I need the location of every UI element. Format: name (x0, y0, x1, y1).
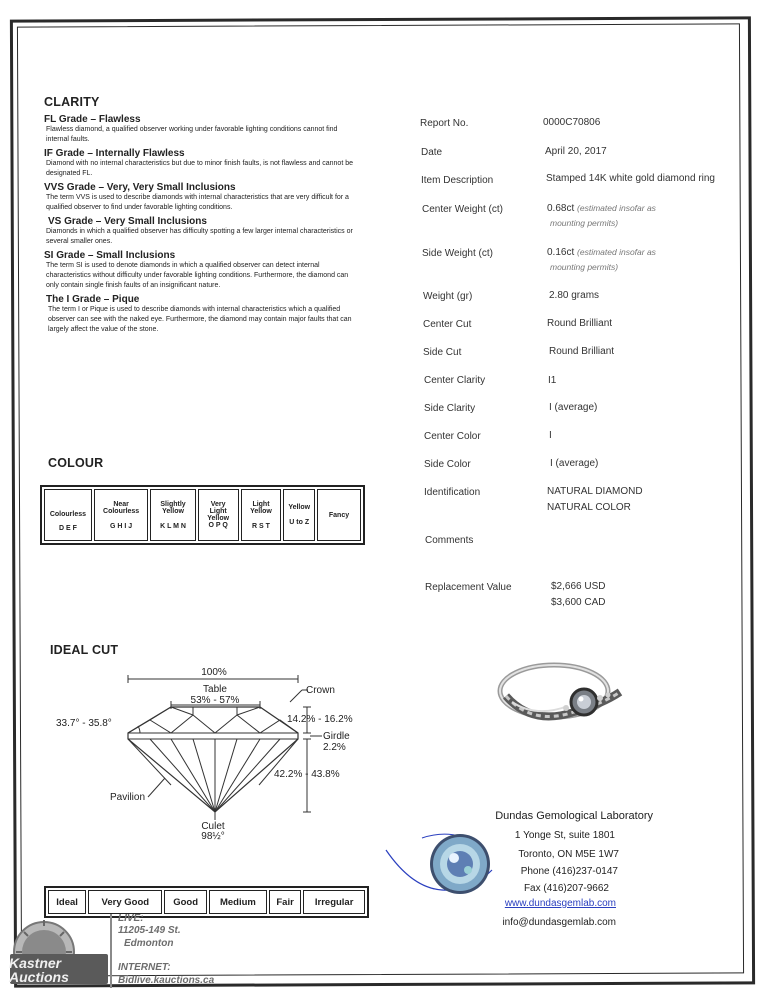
report-value: NATURAL DIAMOND (547, 486, 643, 497)
clarity-grade-if (44, 148, 364, 179)
label-culet: Culet (201, 821, 225, 832)
lab-email: info@dundasgemlab.com (502, 917, 616, 928)
report-value: Stamped 14K white gold diamond ring (546, 173, 715, 184)
report-value: April 20, 2017 (545, 146, 607, 157)
colour-cell-colourless (44, 489, 92, 541)
colour-cell-name: Fancy (328, 511, 350, 519)
report-label: Weight (gr) (423, 291, 473, 302)
report-value: Round Brilliant (547, 318, 613, 329)
report-label: Center Color (424, 431, 481, 442)
report-value: I (549, 430, 552, 441)
report-value: 0000C70806 (543, 117, 601, 128)
grade-desc: The term VVS is used to describe diamonds with internal characteristics that are very difficult for a qualified observer to find under favorable lighting conditions. (46, 194, 349, 211)
colour-cell-very-light-yellow (198, 489, 239, 541)
lab-name: Dundas Gemological Laboratory (495, 810, 653, 822)
report-label: Center Cut (423, 319, 472, 330)
report-label: Side Cut (423, 347, 462, 358)
cut-grade-cell: Fair (269, 890, 301, 914)
grade-title: The I Grade – Pique (46, 294, 140, 305)
clarity-grade-vs (44, 216, 364, 247)
cut-grade-cell: Irregular (303, 890, 365, 914)
colour-cell-slightly-yellow (150, 489, 195, 541)
colour-cell-name: Near Colourless (103, 500, 140, 515)
colour-cell-light-yellow (241, 489, 282, 541)
label-pavilion: Pavilion (110, 792, 146, 803)
lab-phone: Phone (416)237-0147 (520, 866, 618, 877)
watermark-internet-label: INTERNET: (118, 962, 171, 973)
lab-address2: Toronto, ON M5E 1W7 (518, 849, 619, 860)
colour-cell-name: Yellow (288, 504, 311, 511)
colour-cell-letters: K L M N (160, 522, 186, 530)
watermark-live-label: LIVE: (118, 913, 144, 924)
colour-scale-table (40, 485, 365, 545)
report-value: $3,600 CAD (551, 597, 606, 608)
colour-heading: COLOUR (48, 456, 104, 470)
grade-title: VVS Grade – Very, Very Small Inclusions (44, 182, 236, 193)
grade-desc: Flawless diamond, a qualified observer working under favorable lighting conditions cannot find internal faults. (46, 126, 338, 143)
colour-cell-letters: O P Q (208, 522, 228, 529)
colour-cell-letters: D E F (58, 524, 77, 532)
label-crown: Crown (306, 685, 335, 696)
diamond-proportions-diagram (40, 660, 380, 840)
report-value: 0.68ct (547, 203, 575, 214)
cut-grade-cell: Ideal (48, 890, 86, 914)
grade-title: FL Grade – Flawless (44, 114, 141, 125)
report-value: 0.16ct (547, 247, 575, 258)
report-value-group (547, 247, 656, 258)
label-girdle-pct: 2.2% (323, 742, 346, 753)
clarity-heading: CLARITY (44, 95, 100, 109)
report-value: I (average) (550, 458, 599, 469)
report-value: $2,666 USD (551, 581, 606, 592)
report-label: Center Clarity (424, 375, 486, 386)
grade-desc: The term I or Pique is used to describe diamonds with internal characteristics which a qualified observer can see with the naked eye. Furthermore, the diamond may contain major faults that can largely affect the value of the stone. (48, 306, 352, 333)
label-crown-pct: 14.2% - 16.2% (287, 714, 353, 725)
grade-desc: The term SI is used to denote diamonds in which a qualified observer can detect internal characteristics without difficulty under favorable lighting conditions. Furthermore, the diamond can only contain single finish faults of an insignificant nature. (46, 262, 349, 289)
lab-address1: 1 Yonge St, suite 1801 (514, 830, 615, 841)
kastner-logo-text-2: Auctions (9, 969, 69, 985)
cut-grade-cell: Very Good (88, 890, 162, 914)
clarity-grade-si (44, 250, 364, 291)
report-label: Date (421, 147, 443, 158)
watermark-city: Edmonton (124, 938, 174, 949)
colour-cell-letters: G H I J (110, 522, 133, 530)
report-label: Item Description (421, 175, 494, 186)
watermark-internet-site: Bidlive.kauctions.ca (118, 975, 215, 986)
ideal-cut-heading: IDEAL CUT (50, 643, 119, 657)
colour-cell-near-colourless (94, 489, 148, 541)
report-value: 2.80 grams (549, 290, 600, 301)
label-pavilion-pct: 42.2% - 43.8% (274, 769, 340, 780)
colour-cell-letters: R S T (252, 522, 270, 530)
label-table: Table (203, 684, 227, 695)
hologram-seal (382, 830, 502, 910)
report-value-group (547, 203, 656, 214)
report-value: NATURAL COLOR (547, 502, 631, 513)
colour-cell-letters: U to Z (289, 519, 310, 526)
report-value: I1 (548, 375, 557, 386)
report-value: I (average) (549, 402, 598, 413)
clarity-grade-list (44, 114, 364, 335)
cut-grade-cell: Medium (209, 890, 267, 914)
colour-cell-name: Colourless (49, 510, 87, 518)
report-label: Center Weight (ct) (422, 204, 503, 215)
watermark-divider (110, 914, 112, 988)
report-label: Side Color (424, 459, 471, 470)
report-note: mounting permits) (550, 262, 619, 272)
grade-title: SI Grade – Small Inclusions (44, 250, 176, 261)
ring-photo (492, 648, 652, 748)
grade-title: IF Grade – Internally Flawless (44, 148, 185, 159)
clarity-grade-vvs (44, 182, 364, 213)
colour-cell-fancy (317, 489, 361, 541)
grade-title: VS Grade – Very Small Inclusions (48, 216, 207, 227)
cut-grade-cell: Good (164, 890, 207, 914)
grade-desc: Diamonds in which a qualified observer has difficulty spotting a few larger internal characteristics or several smaller ones. (46, 228, 353, 245)
label-culet-value: 98½° (201, 831, 225, 840)
colour-cell-name: Slightly Yellow (160, 500, 186, 515)
kastner-logo-text-1: Kastner (9, 955, 62, 971)
report-label: Report No. (420, 118, 469, 129)
report-label: Identification (424, 487, 481, 498)
colour-cell-name: Very Light Yellow (207, 501, 230, 522)
watermark-address: 11205-149 St. (118, 925, 181, 936)
grade-desc: Diamond with no internal characteristics but due to minor finish faults, is not flawless and cannot be designated FL. (46, 160, 353, 177)
label-total-width: 100% (201, 667, 227, 678)
colour-cell-yellow (283, 489, 315, 541)
clarity-grade-i (44, 294, 364, 335)
label-crown-angle: 33.7° - 35.8° (56, 718, 112, 729)
report-note: mounting permits) (550, 218, 619, 228)
report-note: (estimated insofar as (577, 247, 656, 257)
colour-cell-name: Light Yellow (250, 500, 272, 515)
report-label: Side Clarity (424, 403, 476, 414)
report-value: Round Brilliant (549, 346, 615, 357)
report-label: Comments (425, 535, 474, 546)
report-note: (estimated insofar as (577, 203, 656, 213)
report-label: Side Weight (ct) (422, 248, 493, 259)
lab-website-link[interactable]: www.dundasgemlab.com (504, 898, 616, 909)
report-label: Replacement Value (425, 582, 512, 593)
label-girdle: Girdle (323, 731, 350, 742)
label-table-pct: 53% - 57% (190, 695, 240, 706)
clarity-grade-fl (44, 114, 364, 145)
lab-fax: Fax (416)207-9662 (523, 883, 609, 894)
